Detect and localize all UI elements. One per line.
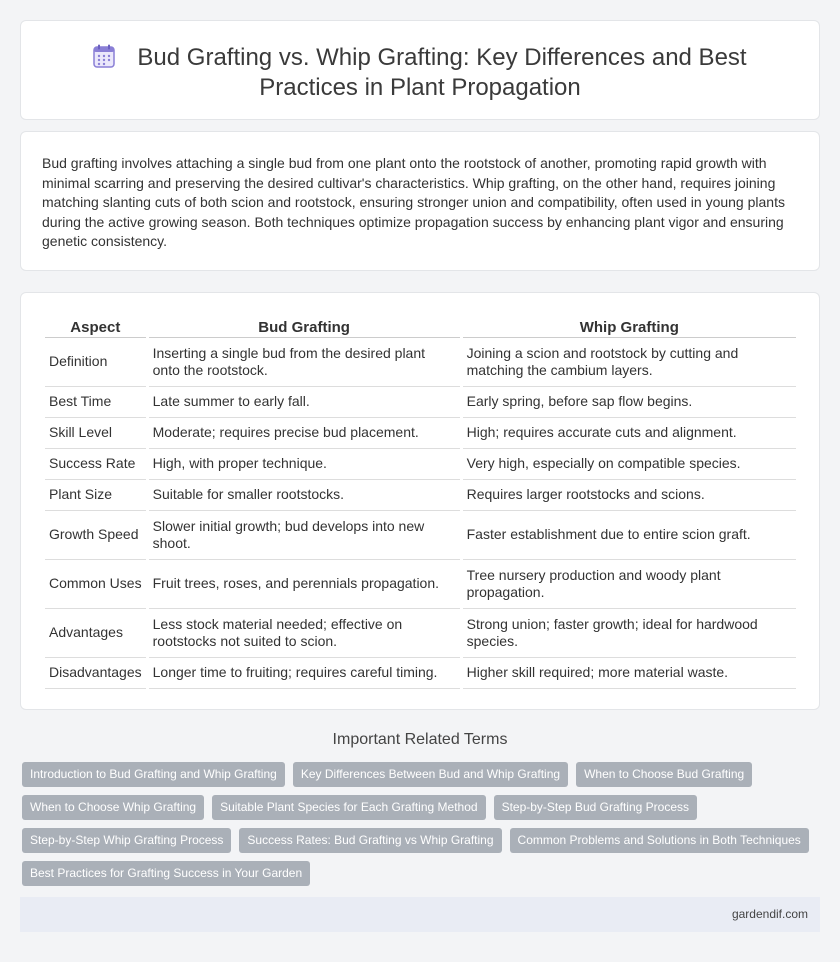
related-term-tag[interactable]: Step-by-Step Whip Grafting Process — [22, 828, 231, 853]
row-whip: Requires larger rootstocks and scions. — [463, 480, 796, 511]
comparison-table — [42, 311, 799, 689]
row-aspect: Advantages — [45, 609, 146, 658]
related-terms-list — [22, 762, 812, 886]
related-term-tag[interactable]: Suitable Plant Species for Each Grafting Method — [212, 795, 485, 820]
row-aspect: Plant Size — [45, 480, 146, 511]
row-whip: Joining a scion and rootstock by cutting and matching the cambium layers. — [463, 338, 796, 387]
table-row — [45, 480, 796, 511]
row-bud: Less stock material needed; effective on rootstocks not suited to scion. — [149, 609, 460, 658]
row-bud: Late summer to early fall. — [149, 387, 460, 418]
row-bud: Suitable for smaller rootstocks. — [149, 480, 460, 511]
related-terms-title: Important Related Terms — [332, 731, 508, 748]
table-row — [45, 658, 796, 689]
row-bud: Longer time to fruiting; requires careful timing. — [149, 658, 460, 689]
related-term-tag[interactable]: Key Differences Between Bud and Whip Grafting — [293, 762, 568, 787]
row-aspect: Skill Level — [45, 418, 146, 449]
row-whip: High; requires accurate cuts and alignment. — [463, 418, 796, 449]
row-bud: Inserting a single bud from the desired plant onto the rootstock. — [149, 338, 460, 387]
related-term-tag[interactable]: Step-by-Step Bud Grafting Process — [494, 795, 697, 820]
related-term-tag[interactable]: Success Rates: Bud Grafting vs Whip Grafting — [239, 828, 501, 853]
calendar-icon — [93, 44, 115, 68]
row-bud: Fruit trees, roses, and perennials propagation. — [149, 560, 460, 609]
footer — [20, 897, 820, 932]
intro-paragraph: Bud grafting involves attaching a single bud from one plant onto the rootstock of another, promoting rapid growth with minimal scarring and preserving the desired cultivar's characteristics. Whip grafting, on the other hand, requires joining matching slanting cuts of both scion and rootstock, ensuring stronger union and compatibility, often used in young plants during the active growing season. Both techniques optimize propagation success by enhancing plant vigor and ensuring genetic consistency. — [42, 155, 785, 249]
row-aspect: Definition — [45, 338, 146, 387]
table-row — [45, 418, 796, 449]
row-bud: Slower initial growth; bud develops into new shoot. — [149, 511, 460, 560]
row-bud: Moderate; requires precise bud placement. — [149, 418, 460, 449]
row-whip: Early spring, before sap flow begins. — [463, 387, 796, 418]
header-aspect: Aspect — [45, 311, 146, 338]
row-whip: Tree nursery production and woody plant propagation. — [463, 560, 796, 609]
row-aspect: Disadvantages — [45, 658, 146, 689]
table-row — [45, 449, 796, 480]
page-title — [41, 43, 799, 103]
related-term-tag[interactable]: Introduction to Bud Grafting and Whip Grafting — [22, 762, 285, 787]
table-row — [45, 387, 796, 418]
table-header-row — [45, 311, 796, 338]
table-row — [45, 511, 796, 560]
row-bud: High, with proper technique. — [149, 449, 460, 480]
row-aspect: Best Time — [45, 387, 146, 418]
row-whip: Faster establishment due to entire scion graft. — [463, 511, 796, 560]
row-whip: Very high, especially on compatible species. — [463, 449, 796, 480]
table-row — [45, 609, 796, 658]
table-row — [45, 560, 796, 609]
comparison-table-card — [20, 292, 820, 710]
related-term-tag[interactable]: Common Problems and Solutions in Both Techniques — [510, 828, 809, 853]
related-term-tag[interactable]: Best Practices for Grafting Success in Your Garden — [22, 861, 310, 886]
row-aspect: Success Rate — [45, 449, 146, 480]
header-bud-grafting: Bud Grafting — [149, 311, 460, 338]
header-whip-grafting: Whip Grafting — [463, 311, 796, 338]
footer-site-link[interactable]: gardendif.com — [731, 907, 808, 921]
intro-card — [20, 131, 820, 271]
page-title-text: Bud Grafting vs. Whip Grafting: Key Differences and Best Practices in Plant Propagation — [137, 44, 747, 101]
related-term-tag[interactable]: When to Choose Bud Grafting — [576, 762, 752, 787]
row-aspect: Common Uses — [45, 560, 146, 609]
table-row — [45, 338, 796, 387]
header-card — [20, 20, 820, 120]
row-whip: Strong union; faster growth; ideal for hardwood species. — [463, 609, 796, 658]
related-term-tag[interactable]: When to Choose Whip Grafting — [22, 795, 204, 820]
row-whip: Higher skill required; more material waste. — [463, 658, 796, 689]
row-aspect: Growth Speed — [45, 511, 146, 560]
